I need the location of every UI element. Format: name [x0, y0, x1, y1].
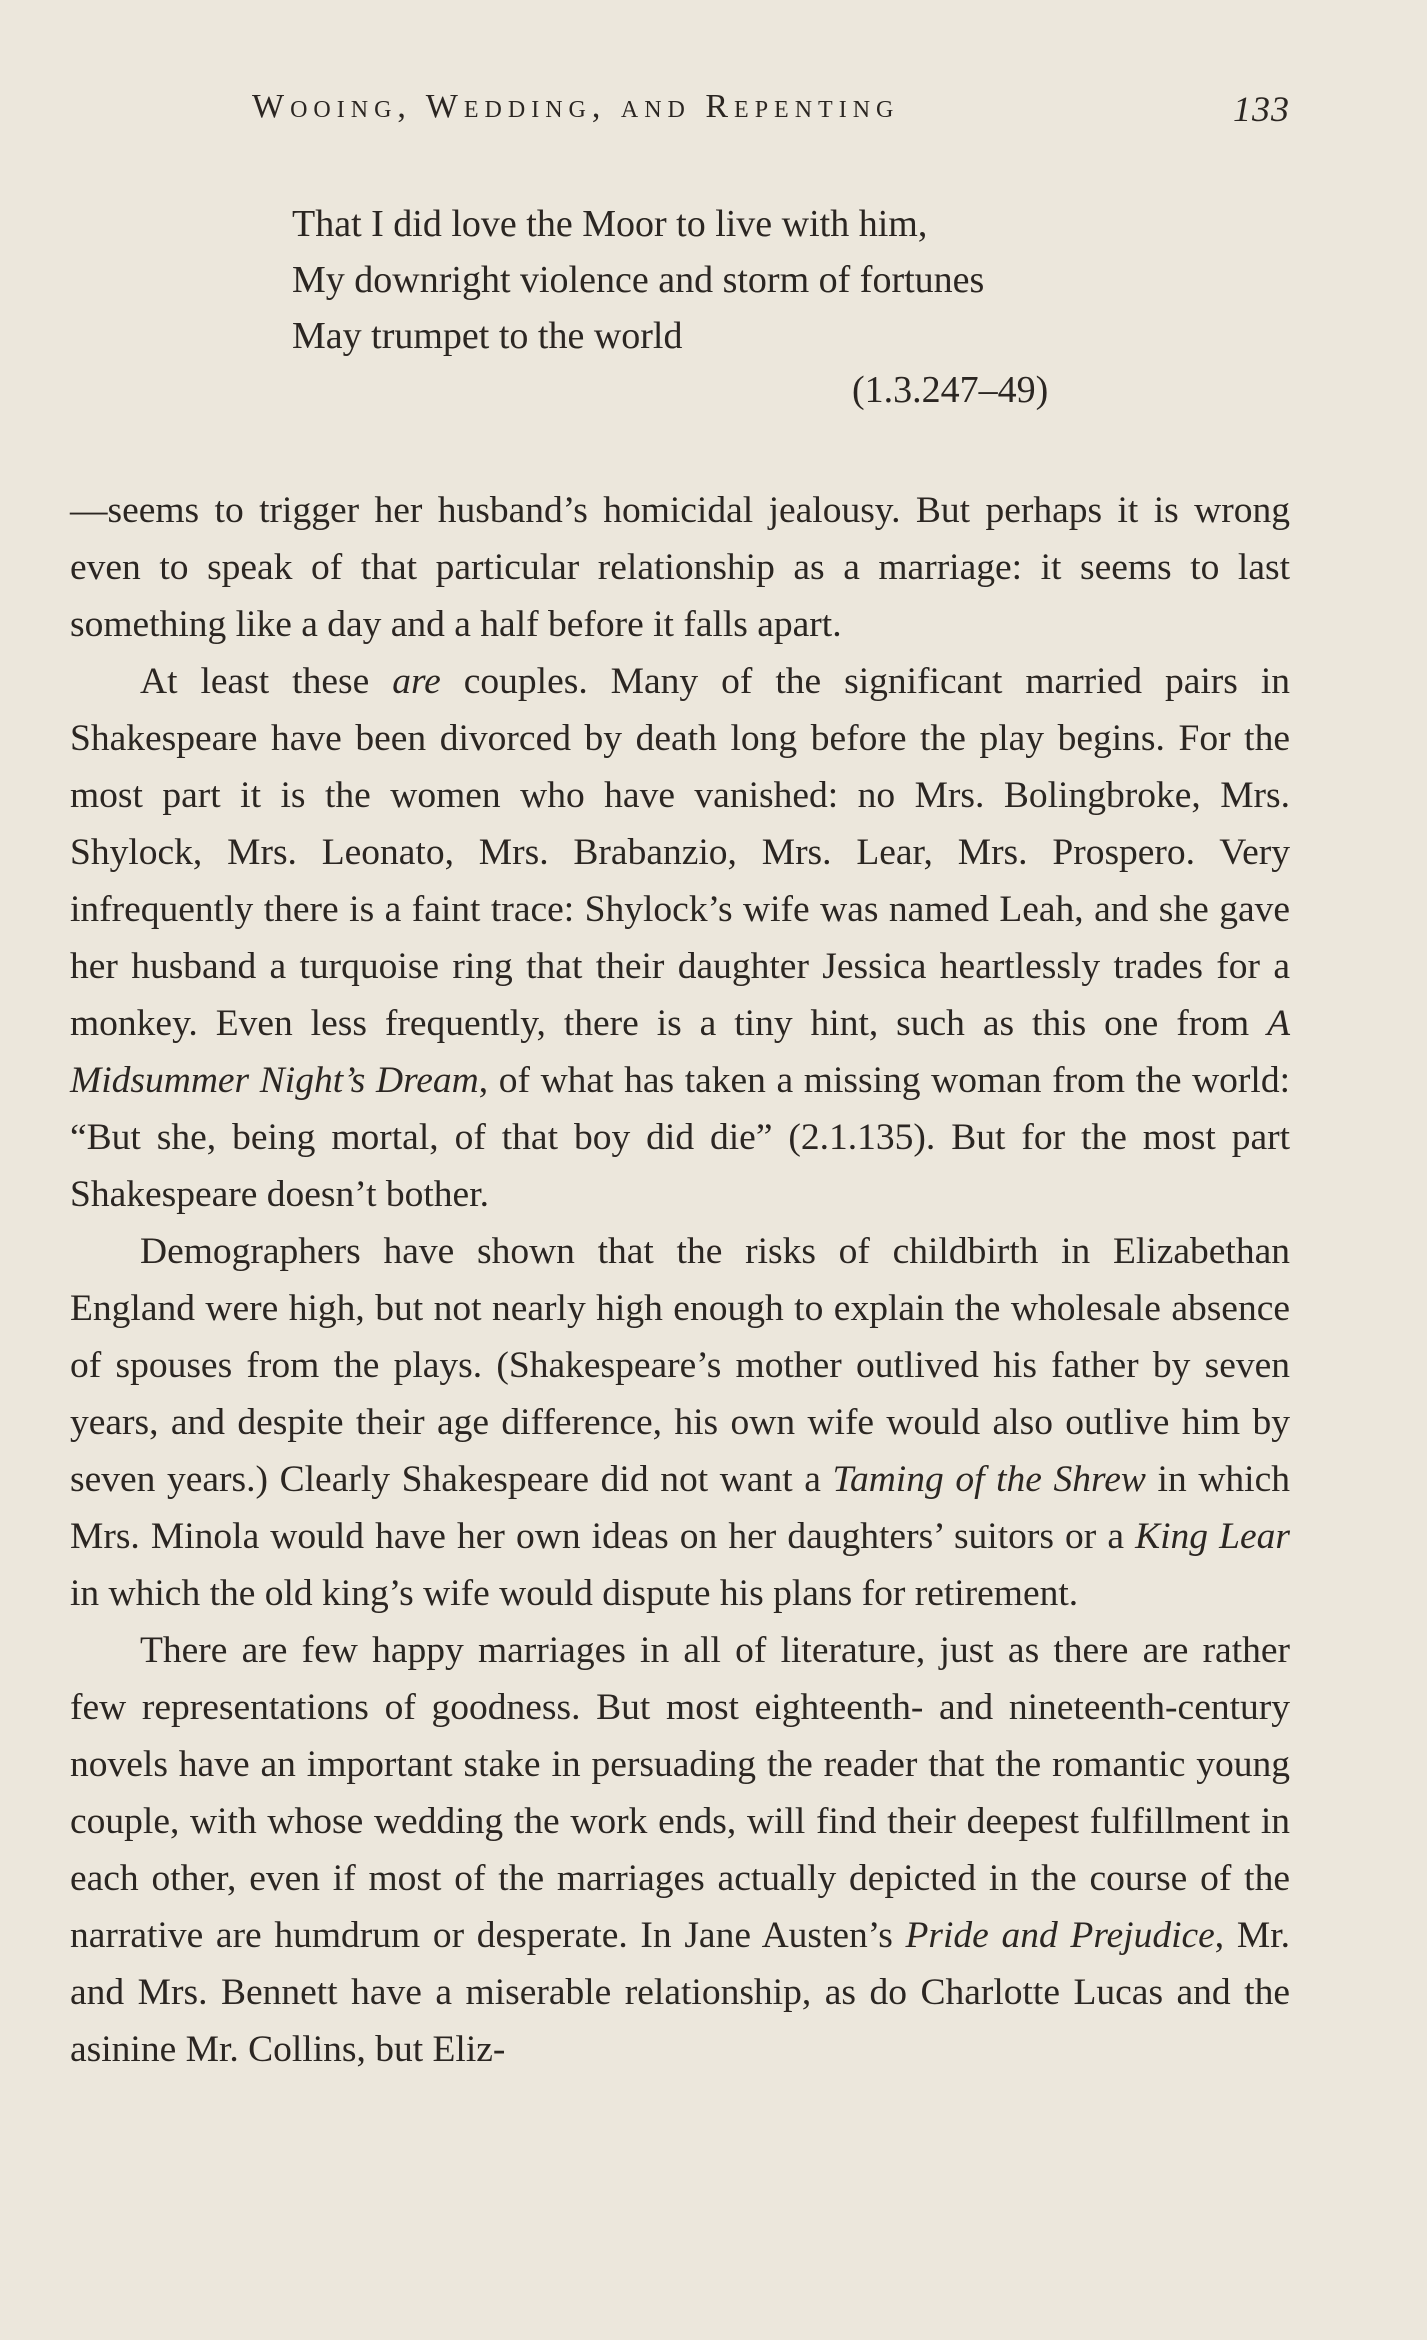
paragraph: [70, 1223, 1290, 1622]
text-run: couples. Many of the significant married pairs in Shakespeare have been divorced by death long before the play begins. For the most part it is the women who have vanished: no Mrs. Bolingbroke, Mrs. Shylock, Mrs. Leonato, Mrs. Brabanzio, Mrs. Lear, Mrs. Prospero. Very infrequently there is a faint trace: Shylock’s wife was named Leah, and she gave her husband a turquoise ring that their daughter Jessica heartlessly trades for a monkey. Even less frequently, there is a tiny hint, such as this one from: [70, 661, 1290, 1044]
text-run: , Mr. and Mrs. Bennett have a miserable relationship, as do Charlotte Lucas and the asinine Mr. Collins, but Eliz-: [70, 1915, 1290, 2070]
verse-quotation: [292, 196, 1092, 364]
running-head: [70, 88, 1290, 148]
emphasis: are: [392, 661, 441, 702]
work-title: Pride and Prejudice: [905, 1915, 1215, 1956]
page-number: 133: [1233, 89, 1290, 129]
paragraph: [70, 482, 1290, 653]
text-run: Demographers have shown that the risks of childbirth in Elizabethan England were high, but not nearly high enough to explain the wholesale absence of spouses from the plays. (Shakespeare’s mother outlived his father by seven years, and despite their age difference, his own wife would also outlive him by seven years.) Clearly Shakespeare did not want a: [70, 1231, 1290, 1500]
text-run: There are few happy marriages in all of literature, just as there are rather few representations of goodness. But most eighteenth- and nineteenth-century novels have an important stake in persuading the reader that the romantic young couple, with whose wedding the work ends, will find their deepest fulfillment in each other, even if most of the marriages actually depicted in the course of the narrative are humdrum or desperate. In Jane Austen’s: [70, 1630, 1290, 1956]
text-run: At least these: [140, 661, 393, 702]
text-run: , of what has taken a missing woman from the world: “But she, being mortal, of that boy did die” (2.1.135). But for the most part Shakespeare doesn’t bother.: [70, 1060, 1290, 1215]
verse-line: That I did love the Moor to live with him,: [292, 203, 928, 245]
work-title: A Midsummer Night’s Dream: [70, 1003, 1290, 1101]
paragraph: [70, 653, 1290, 1223]
verse-citation: (1.3.247–49): [852, 369, 1049, 411]
paragraph: [70, 1622, 1290, 2078]
text-run: in which Mrs. Minola would have her own ideas on her daughters’ suitors or a: [70, 1459, 1290, 1557]
running-title: Wooing, Wedding, and Repenting: [252, 88, 900, 125]
verse-line: My downright violence and storm of fortunes: [292, 259, 985, 301]
body-text: [70, 482, 1290, 2078]
text-run: in which the old king’s wife would dispute his plans for retirement.: [70, 1573, 1079, 1614]
work-title: Taming of the Shrew: [832, 1459, 1146, 1500]
verse-line: May trumpet to the world: [292, 315, 683, 357]
text-run: —seems to trigger her husband’s homicidal jealousy. But perhaps it is wrong even to speak of that particular relationship as a marriage: it seems to last something like a day and a half before it falls apart.: [70, 490, 1290, 645]
work-title: King Lear: [1135, 1516, 1290, 1557]
